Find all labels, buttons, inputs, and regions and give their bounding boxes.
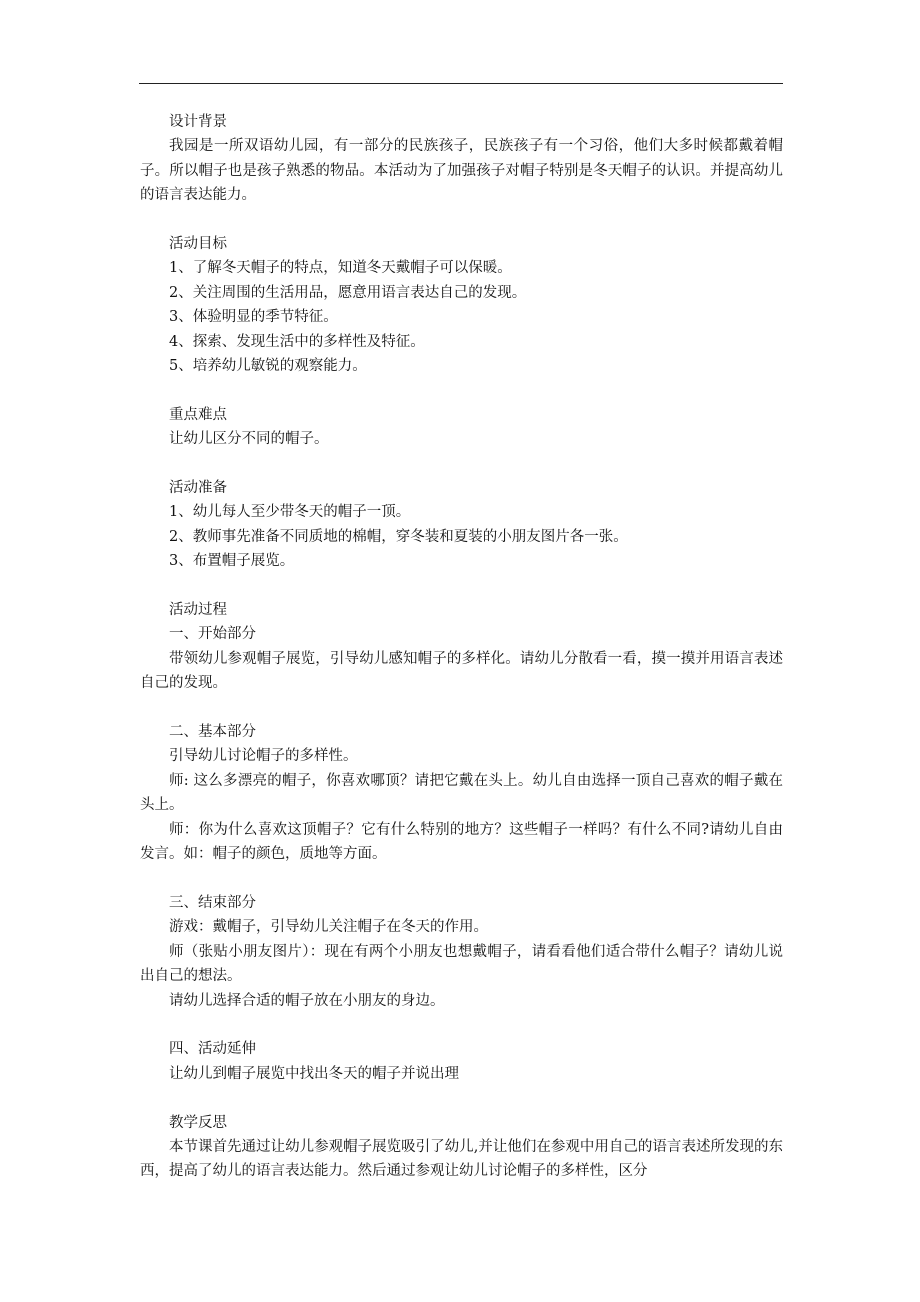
paragraph-gap xyxy=(140,1086,783,1110)
paragraph-gap xyxy=(140,452,783,476)
paragraph: 请幼儿选择合适的帽子放在小朋友的身边。 xyxy=(169,992,445,1009)
paragraph: 四、活动延伸 xyxy=(169,1041,256,1058)
paragraph: 活动目标 xyxy=(169,236,227,253)
paragraph: 重点难点 xyxy=(169,406,227,423)
paragraph: 教学反思 xyxy=(169,1114,227,1131)
paragraph-gap xyxy=(140,867,783,891)
paragraph-gap xyxy=(140,696,783,720)
paragraph: 让幼儿到帽子展览中找出冬天的帽子并说出理 xyxy=(169,1065,459,1082)
paragraph: 师: 这么多漂亮的帽子，你喜欢哪顶？请把它戴在头上。幼儿自由选择一顶自己喜欢的帽子戴在头上。 xyxy=(140,772,783,814)
paragraph: 3、布置帽子展览。 xyxy=(169,553,295,570)
paragraph: 1、幼儿每人至少带冬天的帽子一顶。 xyxy=(169,504,411,521)
paragraph: 活动准备 xyxy=(169,480,227,497)
paragraph: 我园是一所双语幼儿园，有一部分的民族孩子，民族孩子有一个习俗，他们大多时候都戴着帽子。所以帽子也是孩子熟悉的物品。本活动为了加强孩子对帽子特别是冬天帽子的认识。并提高幼儿的语言表达能力。 xyxy=(140,138,783,204)
paragraph-gap xyxy=(140,1013,783,1037)
paragraph: 师（张贴小朋友图片）：现在有两个小朋友也想戴帽子，请看看他们适合带什么帽子？请幼儿说出自己的想法。 xyxy=(140,943,783,985)
paragraph: 2、关注周围的生活用品，愿意用语言表达自己的发现。 xyxy=(169,284,527,301)
paragraph: 本节课首先通过让幼儿参观帽子展览吸引了幼儿,并让他们在参观中用自己的语言表述所发现的东西，提高了幼儿的语言表达能力。然后通过参观让幼儿讨论帽子的多样性，区分 xyxy=(140,1138,783,1180)
paragraph-gap xyxy=(140,378,783,402)
paragraph: 带领幼儿参观帽子展览，引导幼儿感知帽子的多样化。请幼儿分散看一看，摸一摸并用语言表述自己的发现。 xyxy=(140,650,783,692)
paragraph-gap xyxy=(140,574,783,598)
document-body xyxy=(140,110,783,1184)
paragraph: 一、开始部分 xyxy=(169,626,256,643)
paragraph: 三、结束部分 xyxy=(169,894,256,911)
paragraph: 5、培养幼儿敏锐的观察能力。 xyxy=(169,358,367,375)
paragraph: 让幼儿区分不同的帽子。 xyxy=(169,431,329,448)
paragraph: 设计背景 xyxy=(169,114,227,130)
paragraph: 游戏：戴帽子，引导幼儿关注帽子在冬天的作用。 xyxy=(169,919,488,936)
paragraph: 活动过程 xyxy=(169,602,227,619)
paragraph: 师：你为什么喜欢这顶帽子？它有什么特别的地方？这些帽子一样吗？有什么不同?请幼儿自由发言。如：帽子的颜色，质地等方面。 xyxy=(140,821,783,863)
header-rule xyxy=(139,83,783,84)
paragraph: 1、了解冬天帽子的特点，知道冬天戴帽子可以保暖。 xyxy=(169,260,512,277)
paragraph: 引导幼儿讨论帽子的多样性。 xyxy=(169,748,358,765)
paragraph: 4、探索、发现生活中的多样性及特征。 xyxy=(169,333,425,350)
paragraph: 2、教师事先准备不同质地的棉帽，穿冬装和夏装的小朋友图片各一张。 xyxy=(169,528,628,545)
paragraph: 3、体验明显的季节特征。 xyxy=(169,309,338,326)
paragraph-gap xyxy=(140,208,783,232)
paragraph: 二、基本部分 xyxy=(169,724,256,741)
